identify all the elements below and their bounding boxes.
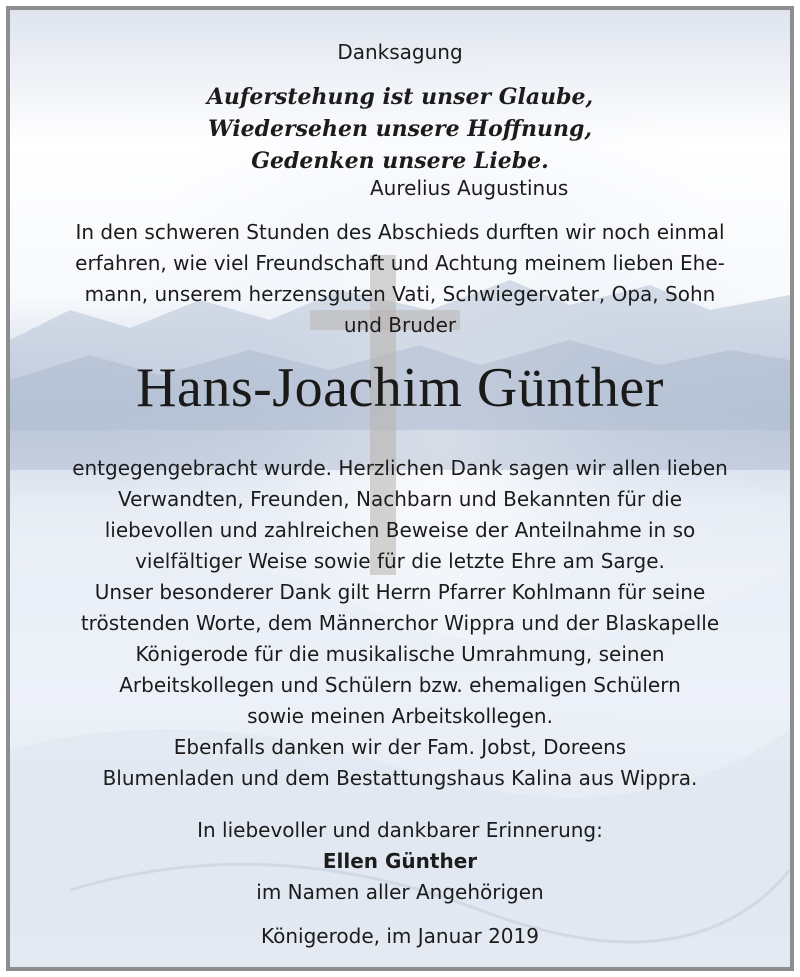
body-line-5: Unser besonderer Dank gilt Herrn Pfarrer Kohlmann für seine xyxy=(94,580,706,604)
body-line-8: Arbeitskollegen und Schülern bzw. ehemaligen Schülern xyxy=(119,673,681,697)
place-date: Königerode, im Januar 2019 xyxy=(261,924,539,948)
obituary-frame xyxy=(6,6,794,971)
quote-author: Aurelius Augustinus xyxy=(370,176,569,200)
body-line-2: Verwandten, Freunden, Nachbarn und Bekannten für die xyxy=(117,487,683,511)
quote-line-2: Wiedersehen unsere Hoffnung, xyxy=(208,116,592,142)
intro-line-4: und Bruder xyxy=(343,313,457,337)
body-line-4: vielfältiger Weise sowie für die letzte Ehre am Sarge. xyxy=(135,549,665,573)
intro-line-2: erfahren, wie viel Freundschaft und Achtung meinem lieben Ehe- xyxy=(75,251,725,275)
body-line-6: tröstenden Worte, dem Männerchor Wippra und der Blaskapelle xyxy=(80,611,720,635)
body-line-1: entgegengebracht wurde. Herzlichen Dank sagen wir allen lieben xyxy=(72,456,728,480)
body-line-9: sowie meinen Arbeitskollegen. xyxy=(247,704,553,728)
deceased-name: Hans-Joachim Günther xyxy=(136,357,664,419)
quote-line-3: Gedenken unsere Liebe. xyxy=(251,148,549,174)
quote-line-1: Auferstehung ist unser Glaube, xyxy=(206,84,594,110)
on-behalf-line: im Namen aller Angehörigen xyxy=(256,880,544,904)
remembrance-line: In liebevoller und dankbarer Erinnerung: xyxy=(197,818,603,842)
body-line-3: liebevollen und zahlreichen Beweise der Anteilnahme in so xyxy=(104,518,696,542)
signer-name: Ellen Günther xyxy=(322,849,478,873)
intro-line-1: In den schweren Stunden des Abschieds durften wir noch einmal xyxy=(75,220,725,244)
intro-line-3: mann, unserem herzensguten Vati, Schwiegervater, Opa, Sohn xyxy=(84,282,716,306)
body-line-7: Königerode für die musikalische Umrahmung, seinen xyxy=(135,642,665,666)
heading: Danksagung xyxy=(337,40,463,64)
body-line-10: Ebenfalls danken wir der Fam. Jobst, Doreens xyxy=(173,735,627,759)
body-line-11: Blumenladen und dem Bestattungshaus Kalina aus Wippra. xyxy=(102,766,698,790)
